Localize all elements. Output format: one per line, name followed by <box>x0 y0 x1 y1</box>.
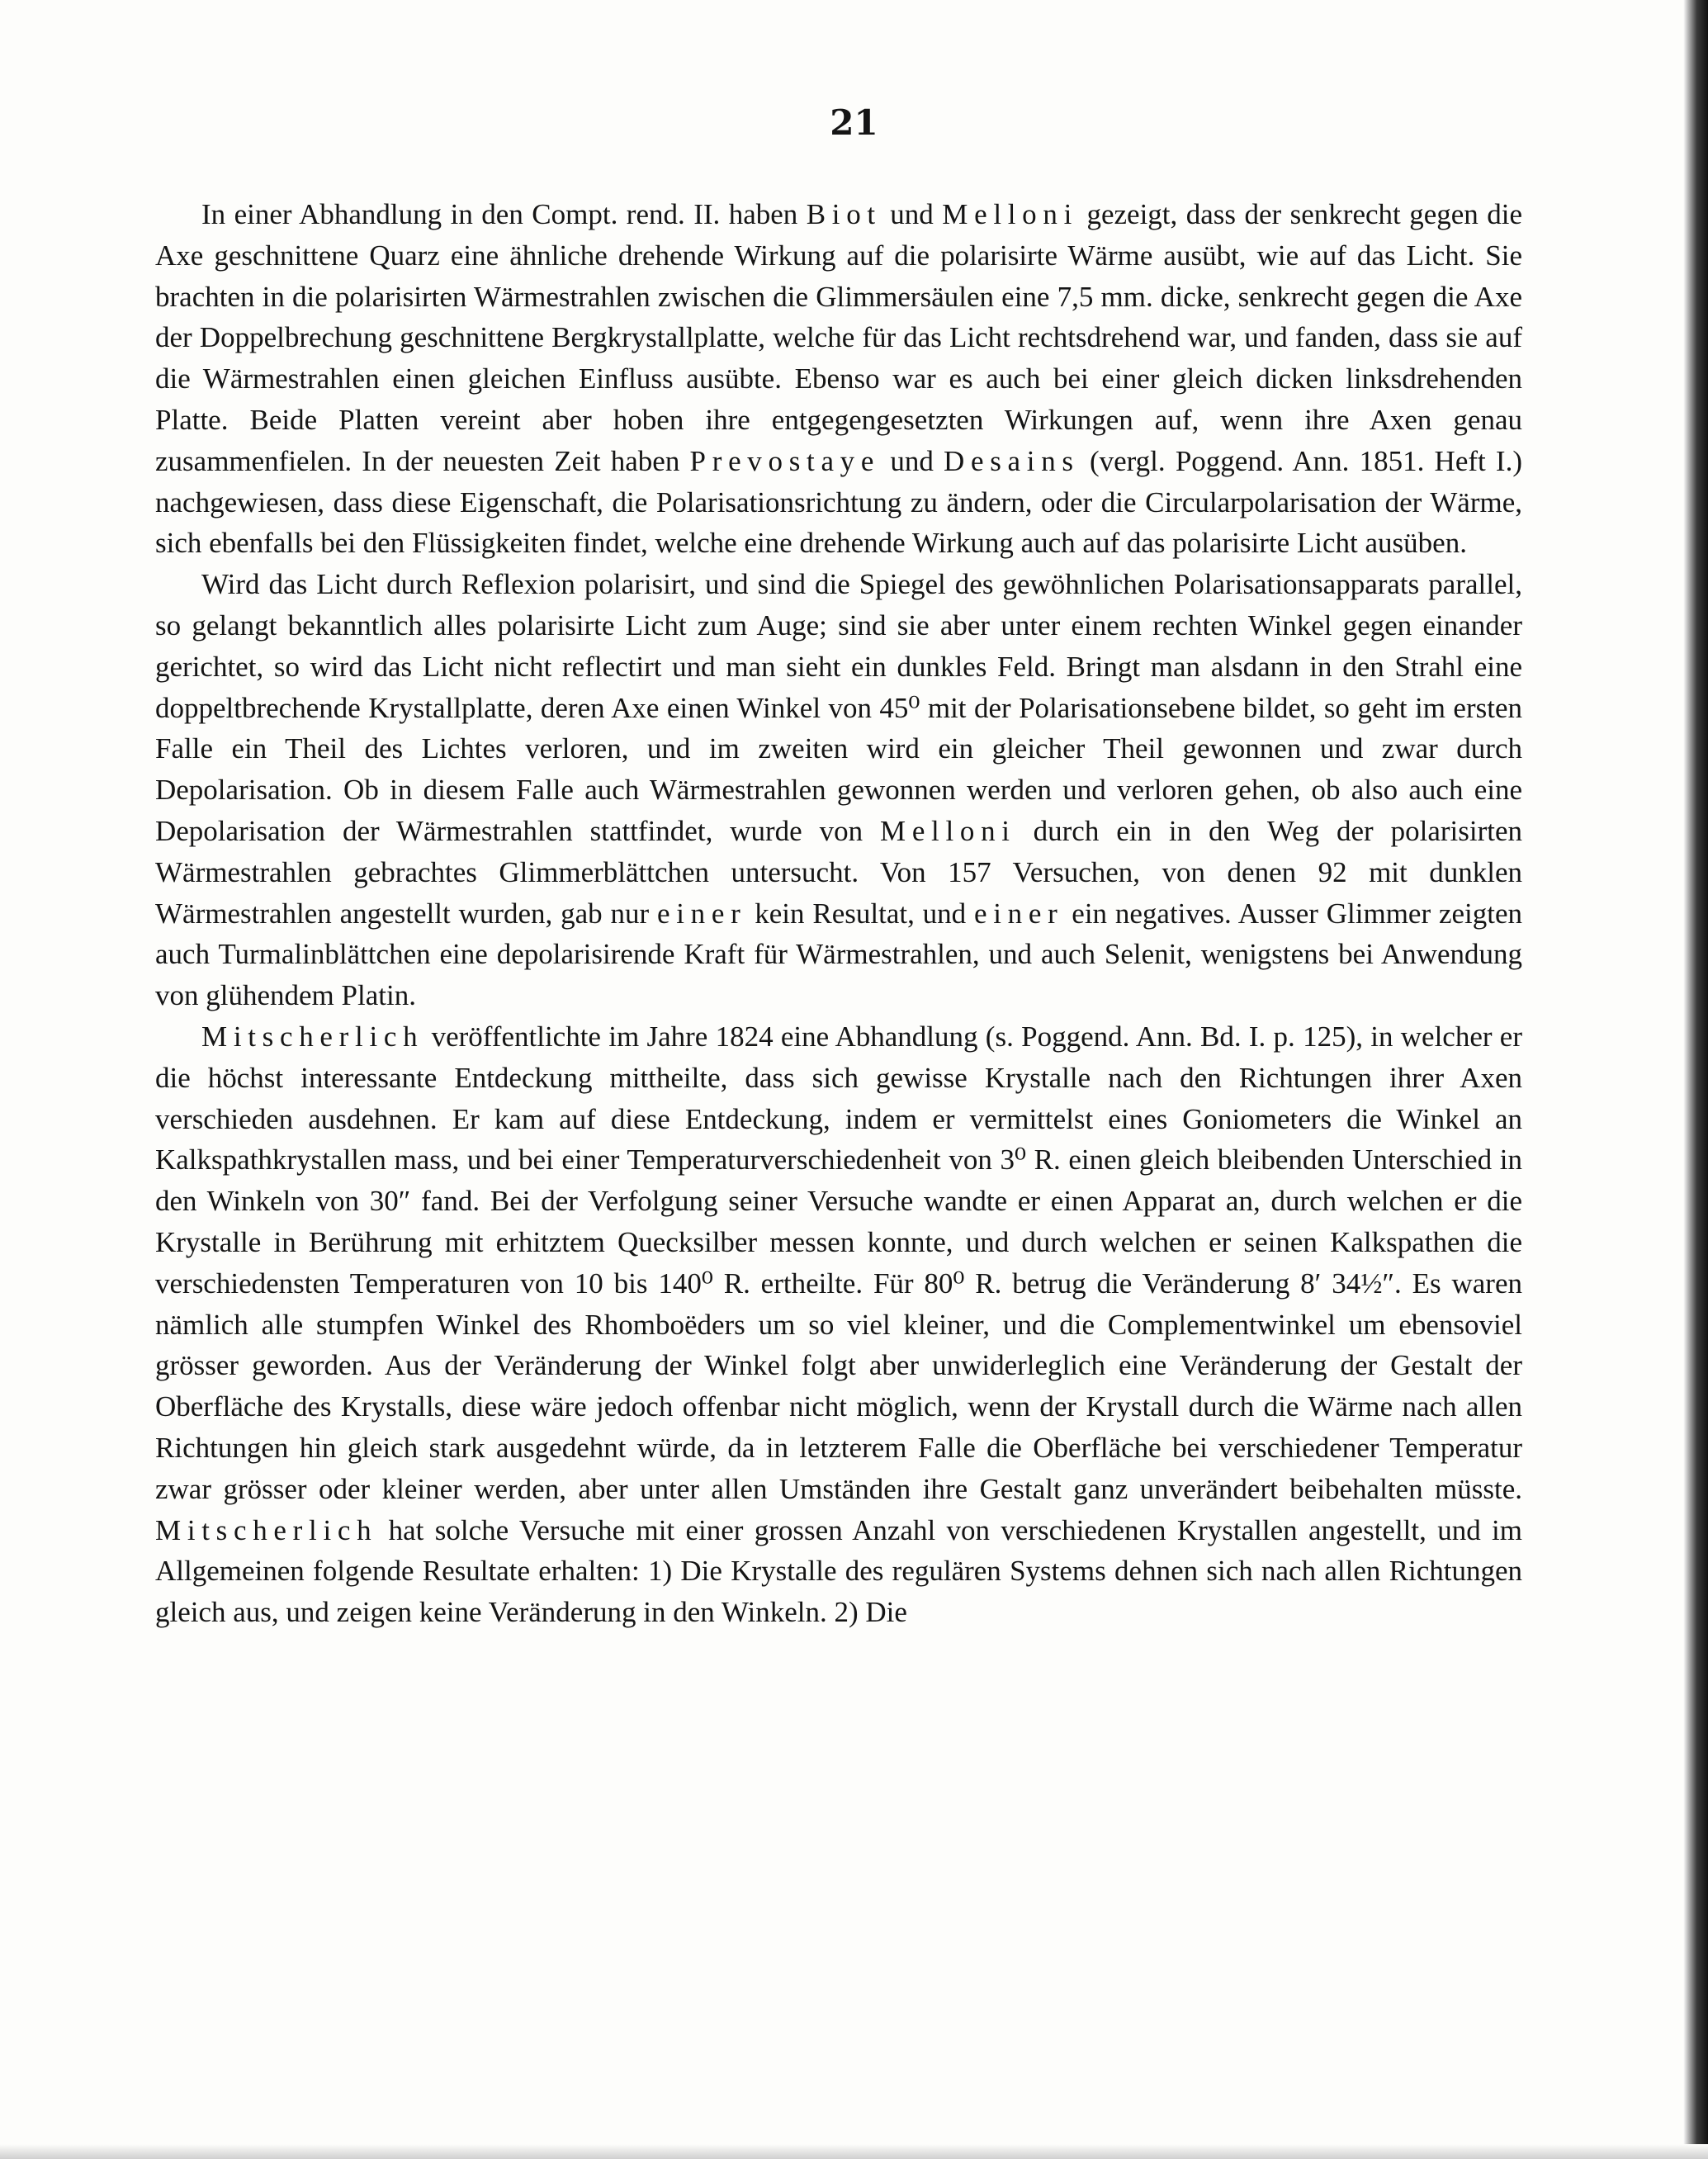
text-run: Wird das Licht durch Reflexion polarisirt, und sind die Spiegel des gewöhnlichen Polarisationsapparats parallel, so gelangt bekanntlich alles polarisirte Licht zum Auge; sind sie aber unter einem rechten Winkel gegen einander gerichtet, so wird das Licht nicht reflectirt und man sieht ein dunkles Feld. Bringt man alsdann in den Strahl eine doppeltbrechende Krystallplatte, deren Axe einen Winkel von 45⁰ mit der Polarisationsebene bildet, so geht im ersten Falle ein Theil des Lichtes verloren, und im zweiten wird ein gleicher Theil gewonnen und zwar durch Depolarisation. Ob in diesem Falle auch Wärmestrahlen gewonnen werden und verloren gehen, ob also auch eine Depolarisation der Wärmestrahlen stattfindet, wurde von <box>155 568 1522 847</box>
text-run: (vergl. Poggend. Ann. 1851. Heft I.) nachgewiesen, dass diese Eigenschaft, die Polarisationsrichtung zu ändern, oder die Circularpolarisation der Wärme, sich ebenfalls bei den Flüssigkeiten findet, welche eine drehende Wirkung auch auf das polarisirte Licht ausüben. <box>155 444 1522 560</box>
spaced-name: einer <box>656 897 747 930</box>
text-run: gezeigt, dass der senkrecht gegen die Axe geschnittene Quarz eine ähnliche drehende Wirkung auf die polarisirte Wärme ausübt, wie auf das Licht. Sie brachten in die polarisirten Wärmestrahlen zwischen die Glimmersäulen eine 7,5 mm. dicke, senkrecht gegen die Axe der Doppelbrechung geschnittene Bergkrystallplatte, welche für das Licht rechtsdrehend war, und fanden, dass sie auf die Wärmestrahlen einen gleichen Einfluss ausübte. Ebenso war es auch bei einer gleich dicken linksdrehenden Platte. Beide Platten vereint aber hoben ihre entgegengesetzten Wirkungen auf, wenn ihre Axen genau zusammenfielen. In der neuesten Zeit haben <box>155 198 1522 477</box>
text-run: und <box>880 444 944 477</box>
page-number: 21 <box>830 102 878 143</box>
scan-bottom-shadow <box>0 2144 1708 2159</box>
spaced-name: Melloni <box>942 198 1079 230</box>
paragraph-biot-melloni <box>155 194 1522 564</box>
spaced-name: Prevostaye <box>689 444 881 477</box>
spaced-name: Desains <box>944 444 1080 477</box>
paragraph-depolarisation <box>155 564 1522 1016</box>
text-run: hat solche Versuche mit einer grossen Anzahl von verschiedenen Krystallen angestellt, und im Allgemeinen folgende Resultate erhalten: 1) Die Krystalle des regulären Systems dehnen sich nach allen Richtungen gleich aus, und zeigen keine Veränderung in den Winkeln. 2) Die <box>155 1513 1522 1629</box>
spaced-name: einer <box>974 897 1064 930</box>
text-run: kein Resultat, und <box>746 897 974 930</box>
spaced-name: Mitscherlich <box>155 1513 378 1546</box>
text-run: ein negatives. Ausser Glimmer zeigten auch Turmalinblättchen eine depolarisirende Kraft für Wärmestrahlen, und auch Selenit, wenigstens bei Anwendung von glühendem Platin. <box>155 897 1522 1012</box>
scan-page-edge <box>1683 0 1708 2159</box>
body-text <box>155 194 1522 1633</box>
text-run: durch ein in den Weg der polarisirten Wärmestrahlen gebrachtes Glimmerblättchen untersucht. Von 157 Versuchen, von denen 92 mit dunklen Wärmestrahlen angestellt wurden, gab nur <box>155 814 1522 930</box>
spaced-name: Mitscherlich <box>201 1020 424 1053</box>
spaced-name: Melloni <box>880 814 1016 847</box>
text-run: veröffentlichte im Jahre 1824 eine Abhandlung (s. Poggend. Ann. Bd. I. p. 125), in welcher er die höchst interessante Entdeckung mittheilte, dass sich gewisse Krystalle nach den Richtungen ihrer Axen verschieden ausdehnen. Er kam auf diese Entdeckung, indem er vermittelst eines Goniometers die Winkel an Kalkspathkrystallen mass, und bei einer Temperaturverschiedenheit von 3⁰ R. einen gleich bleibenden Unterschied in den Winkeln von 30″ fand. Bei der Verfolgung seiner Versuche wandte er einen Apparat an, durch welchen er die Krystalle in Berührung mit erhitztem Quecksilber messen konnte, und durch welchen er seinen Kalkspathen die verschiedensten Temperaturen von 10 bis 140⁰ R. ertheilte. Für 80⁰ R. betrug die Veränderung 8′ 34½″. Es waren nämlich alle stumpfen Winkel des Rhomboëders um so viel kleiner, und die Complementwinkel um ebensoviel grösser geworden. Aus der Veränderung der Winkel folgt aber unwiderleglich eine Veränderung der Gestalt der Oberfläche des Krystalls, diese wäre jedoch offenbar nicht möglich, wenn der Krystall durch die Wärme nach allen Richtungen hin gleich stark ausgedehnt würde, da in letzterem Falle die Oberfläche bei verschiedener Temperatur zwar grösser oder kleiner werden, aber unter allen Umständen ihre Gestalt ganz unverändert beibehalten müsste. <box>155 1020 1522 1505</box>
paragraph-mitscherlich <box>155 1016 1522 1633</box>
spaced-name: Biot <box>806 198 882 230</box>
text-run: und <box>881 198 943 230</box>
text-run: In einer Abhandlung in den Compt. rend. II. haben <box>201 198 807 230</box>
